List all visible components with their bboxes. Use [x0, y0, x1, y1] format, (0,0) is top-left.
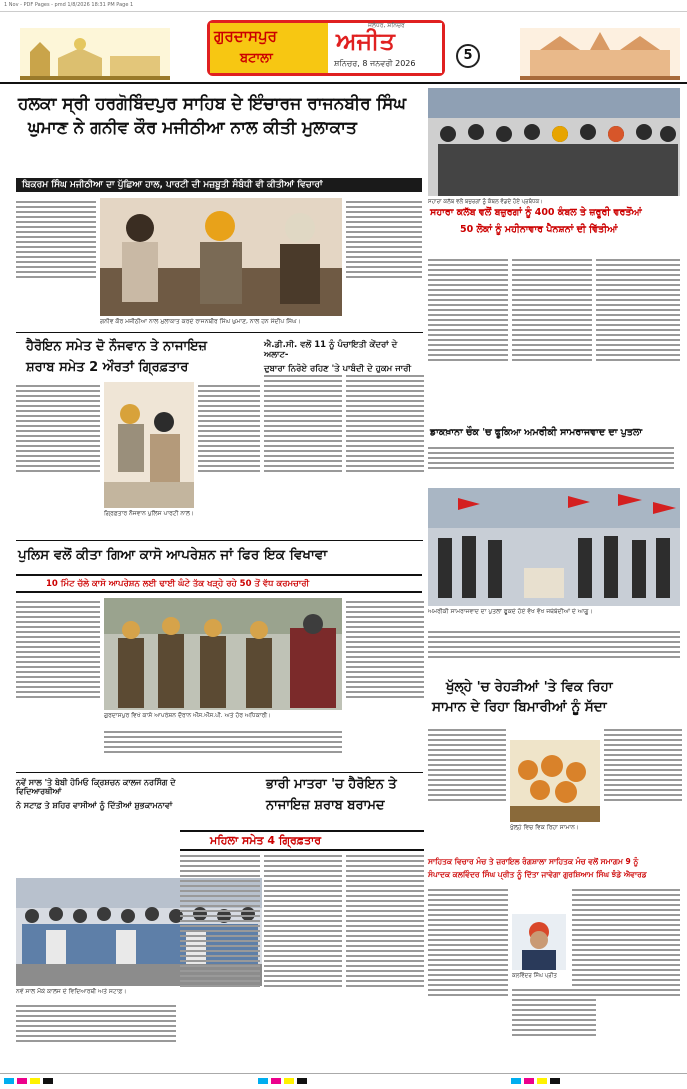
sahara-headline-line-2: 50 ਲੋਕਾਂ ਨੂੰ ਮਹੀਨਾਵਾਰ ਪੈਨਸ਼ਨਾਂ ਦੀ ਵਿੱਤੀਆਂ: [460, 223, 618, 235]
dakkhana-body: [428, 628, 680, 676]
dakkhana-headline: ਡਾਕਖ਼ਾਨਾ ਚੌਕ 'ਚ ਫੂਕਿਆ ਅਮਰੀਕੀ ਸਾਮਰਾਜਵਾਦ ਦਾ ਪੁਤਲਾ: [430, 427, 643, 438]
print-registration-strip: [0, 0, 687, 12]
sahara-column-1: [428, 256, 508, 422]
print-info-text: 1 Nov - PDF Pages - pmd 1/8/2026 18:31 PM Page 1: [4, 2, 134, 8]
bhari-column-1: [180, 852, 260, 1066]
lead-photo-caption: ਗਨੀਵ ਕੌਰ ਮਜੀਠੀਆ ਨਾਲ ਮੁਲਾਕਾਤ ਕਰਦੇ ਰਾਜਨਬੀਰ ਸਿੰਘ ਘੁਮਾਣ, ਨਾਲ ਹਨ ਸੰਦੀਪ ਸਿੰਘ।: [100, 318, 301, 325]
group-photo-icon: [428, 88, 680, 196]
arrested-persons-photo-icon: [104, 382, 194, 508]
police-headline: ਪੁਲਿਸ ਵਲੋਂ ਕੀਤਾ ਗਿਆ ਕਾਸੋ ਆਪਰੇਸ਼ਨ ਜਾਂ ਫਿਰ ਇਕ ਵਿਖਾਵਾ: [18, 547, 328, 563]
portrait-photo-icon: [512, 914, 566, 970]
sahara-photo-caption: ਸਹਾਰਾ ਕਲੱਬ ਵਲੋਂ ਬਜ਼ੁਰਗਾਂ ਨੂੰ ਕੰਬਲ ਵੰਡਦੇ ਹੋਏ ਪ੍ਰਬੰਧਕ।: [428, 199, 543, 205]
lead-photo: [100, 198, 342, 316]
heroin-headline-line-2: ਸ਼ਰਾਬ ਸਮੇਤ 2 ਔਰਤਾਂ ਗ੍ਰਿਫ਼ਤਾਰ: [26, 359, 189, 375]
rehri-headline-line-2: ਸਾਮਾਨ ਦੇ ਰਿਹਾ ਬਿਮਾਰੀਆਂ ਨੂੰ ਸੱਦਾ: [432, 698, 607, 715]
lead-column-1: [16, 198, 96, 326]
sahitak-photo: [512, 914, 566, 970]
sahitak-column-3: [572, 886, 680, 1066]
newyear-headline-line-1: ਨਵੇਂ ਸਾਲ 'ਤੇ ਬੇਬੀ ਹੋਮਿਓ ਕ੍ਰਿਸ਼ਚਨ ਕਾਲਜ ਨਰਸਿੰਗ ਦੇ ਵਿਦਿਆਰਥੀਆਂ: [16, 778, 176, 797]
lead-headline-line-2: ਘੁਮਾਣ ਨੇ ਗਨੀਵ ਕੌਰ ਮਜੀਠੀਆ ਨਾਲ ਕੀਤੀ ਮੁਲਾਕਾਤ: [28, 117, 357, 138]
adc-headline-line-2: ਦੁਬਾਰਾ ਨਿਰੋਏ ਰਹਿਣ 'ਤੇ ਪਾਬੰਦੀ ਦੇ ਹੁਕਮ ਜਾਰੀ: [264, 363, 412, 374]
bhari-column-2: [264, 852, 342, 1066]
food-stall-photo-icon: [510, 740, 600, 822]
sahitak-column-1: [428, 886, 508, 1066]
lead-headline-line-1: ਹਲਕਾ ਸ੍ਰੀ ਹਰਗੋਬਿੰਦਪੁਰ ਸਾਹਿਬ ਦੇ ਇੰਚਾਰਜ ਰਾਜਨਬੀਰ ਸਿੰਘ: [18, 94, 406, 114]
adc-column-1: [264, 372, 342, 534]
dakkhana-intro: [428, 444, 674, 484]
rehri-column-1: [428, 726, 506, 850]
lead-subhead: ਬਿਕਰਮ ਸਿੰਘ ਮਜੀਠੀਆ ਦਾ ਪੁੱਛਿਆ ਹਾਲ, ਪਾਰਟੀ ਦੀ ਮਜ਼ਬੂਤੀ ਸੰਬੰਧੀ ਵੀ ਕੀਤੀਆਂ ਵਿਚਾਰਾਂ: [16, 178, 422, 192]
heroin-column-1: [16, 382, 100, 532]
lead-headline: [18, 95, 423, 138]
divider: [16, 772, 423, 773]
dakkhana-photo: [428, 488, 680, 606]
newspaper-brand-box: [207, 20, 445, 76]
divider: [16, 540, 423, 541]
brand-edition: ਜਲੰਧਰ, ਸ਼ਨਿਚਰ: [368, 22, 405, 29]
brand-city-top: ਗੁਰਦਾਸਪੁਰ: [214, 27, 277, 45]
adc-headline: [264, 341, 424, 374]
sahitak-headline-line-2: ਸੰਪਾਦਕ ਕਲਵਿੰਦਰ ਸਿੰਘ ਪ੍ਰੀਤ ਨੂੰ ਦਿੱਤਾ ਜਾਵੇਗਾ ਗੁਰਸ਼ਿਆਮ ਸਿੰਘ ਝੰਡੇ ਐਵਾਰਡ: [428, 869, 647, 879]
heroin-headline: [26, 340, 232, 376]
protest-photo-icon: [428, 488, 680, 606]
newyear-photo-caption: ਨਵੇਂ ਸਾਲ ਮੌਕੇ ਕਾਲਜ ਦੇ ਵਿਦਿਆਰਥੀ ਅਤੇ ਸਟਾਫ਼।: [16, 988, 127, 995]
rehri-photo-caption: ਖੁੱਲ੍ਹੇ ਵਿਚ ਵਿਕ ਰਿਹਾ ਸਾਮਾਨ।: [510, 824, 579, 831]
rehri-headline: [432, 679, 684, 715]
police-column-2: [346, 598, 424, 768]
police-column-1: [16, 598, 100, 768]
lead-column-2: [346, 198, 422, 328]
heroin-headline-line-1: ਹੈਰੋਇਨ ਸਮੇਤ ਦੋ ਨੌਜਵਾਨ ਤੇ ਨਾਜਾਇਜ਼: [26, 339, 207, 354]
issue-date: ਸ਼ਨਿਚਰ, 8 ਜਨਵਰੀ 2026: [334, 59, 416, 68]
sahara-column-3: [596, 256, 680, 422]
divider: [16, 332, 423, 333]
police-subhead: 10 ਮਿੰਟ ਚੱਲੇ ਕਾਸੋ ਆਪਰੇਸ਼ਨ ਲਈ ਢਾਈ ਘੰਟੇ ਤੱਕ ਖੜ੍ਹੇ ਰਹੇ 50 ਤੋਂ ਵੱਧ ਕਰਮਚਾਰੀ: [16, 574, 422, 593]
bhari-headline-line-1: ਭਾਰੀ ਮਾਤਰਾ 'ਚ ਹੈਰੋਇਨ ਤੇ: [266, 777, 397, 792]
sahara-photo: [428, 88, 680, 196]
brand-city-bottom: ਬਟਾਲਾ: [240, 51, 273, 66]
police-officers-photo-icon: [104, 598, 342, 710]
heroin-photo-caption: ਗ੍ਰਿਫ਼ਤਾਰ ਨੌਜਵਾਨ ਪੁਲਿਸ ਪਾਰਟੀ ਨਾਲ।: [104, 510, 194, 517]
sahara-headline: [430, 208, 682, 236]
adc-headline-line-1: ਐ.ਡੀ.ਸੀ. ਵਲੋਂ 11 ਨੂੰ ਪੰਚਾਇਤੀ ਕੇਂਦਰਾਂ ਦੇ ਅਲਾਟ-: [264, 340, 398, 360]
bhari-subhead: ਮਹਿਲਾ ਸਮੇਤ 4 ਗ੍ਰਿਫ਼ਤਾਰ: [180, 830, 424, 851]
meeting-photo-icon: [100, 198, 342, 316]
bhari-headline-line-2: ਨਾਜਾਇਜ਼ ਸ਼ਰਾਬ ਬਰਾਮਦ: [266, 797, 385, 813]
bhari-headline: [266, 778, 426, 814]
heroin-photo: [104, 382, 194, 508]
heroin-column-2: [198, 382, 260, 532]
sahitak-photo-caption: ਕਲਵਿੰਦਰ ਸਿੰਘ ਪ੍ਰੀਤ: [512, 973, 557, 979]
police-photo: [104, 598, 342, 710]
sahitak-headline: [428, 858, 682, 879]
bhari-column-3: [346, 852, 424, 1066]
sahitak-headline-line-1: ਸਾਹਿਤਕ ਵਿਚਾਰ ਮੰਚ ਤੇ ਜ਼ਰਾਇਲ ਰੰਗਸ਼ਾਲਾ ਸਾਹਿਤਕ ਮੰਚ ਵਲੋਂ ਸਮਾਗਮ 9 ਨੂੰ: [428, 857, 639, 866]
page-number: 5: [456, 44, 480, 68]
newyear-column: [16, 1002, 176, 1068]
adc-column-2: [346, 372, 424, 534]
newyear-headline: [16, 778, 176, 811]
rehri-photo: [510, 740, 600, 822]
temple-illustration-right-icon: [520, 28, 680, 80]
print-color-bar: [0, 1073, 687, 1089]
rehri-headline-line-1: ਖੁੱਲ੍ਹੇ 'ਚ ਰੇਹੜੀਆਂ 'ਤੇ ਵਿਕ ਰਿਹਾ: [446, 679, 613, 695]
temple-illustration-left-icon: [20, 28, 170, 80]
police-photo-caption: ਗੁਰਦਾਸਪੁਰ ਵਿਖੇ ਕਾਸੋ ਆਪਰੇਸ਼ਨ ਦੌਰਾਨ ਐੱਸ.ਐੱਸ.ਪੀ. ਅਤੇ ਹੋਰ ਅਧਿਕਾਰੀ।: [104, 712, 272, 719]
sahara-headline-line-1: ਸਹਾਰਾ ਕਲੱਬ ਵਲੋਂ ਬਜ਼ੁਰਗਾਂ ਨੂੰ 400 ਕੰਬਲ ਤੇ ਜ਼ਰੂਰੀ ਵਰਤੋਂਆਂ: [430, 207, 642, 218]
newyear-headline-line-2: ਨੇ ਸਟਾਫ਼ ਤੇ ਸ਼ਹਿਰ ਵਾਸੀਆਂ ਨੂੰ ਦਿੱਤੀਆਂ ਸ਼ੁਭਕਾਮਨਾਵਾਂ: [16, 801, 173, 811]
rehri-column-2: [604, 726, 682, 850]
sahara-column-2: [512, 256, 592, 422]
brand-name: ਅਜੀਤ: [336, 27, 395, 55]
police-column-3: [104, 728, 342, 768]
dakkhana-photo-caption: ਅਮਰੀਕੀ ਸਾਮਰਾਜਵਾਦ ਦਾ ਪੁਤਲਾ ਫੂਕਦੇ ਹੋਏ ਵੱਖ ਵੱਖ ਜਥੇਬੰਦੀਆਂ ਦੇ ਆਗੂ।: [428, 608, 593, 615]
